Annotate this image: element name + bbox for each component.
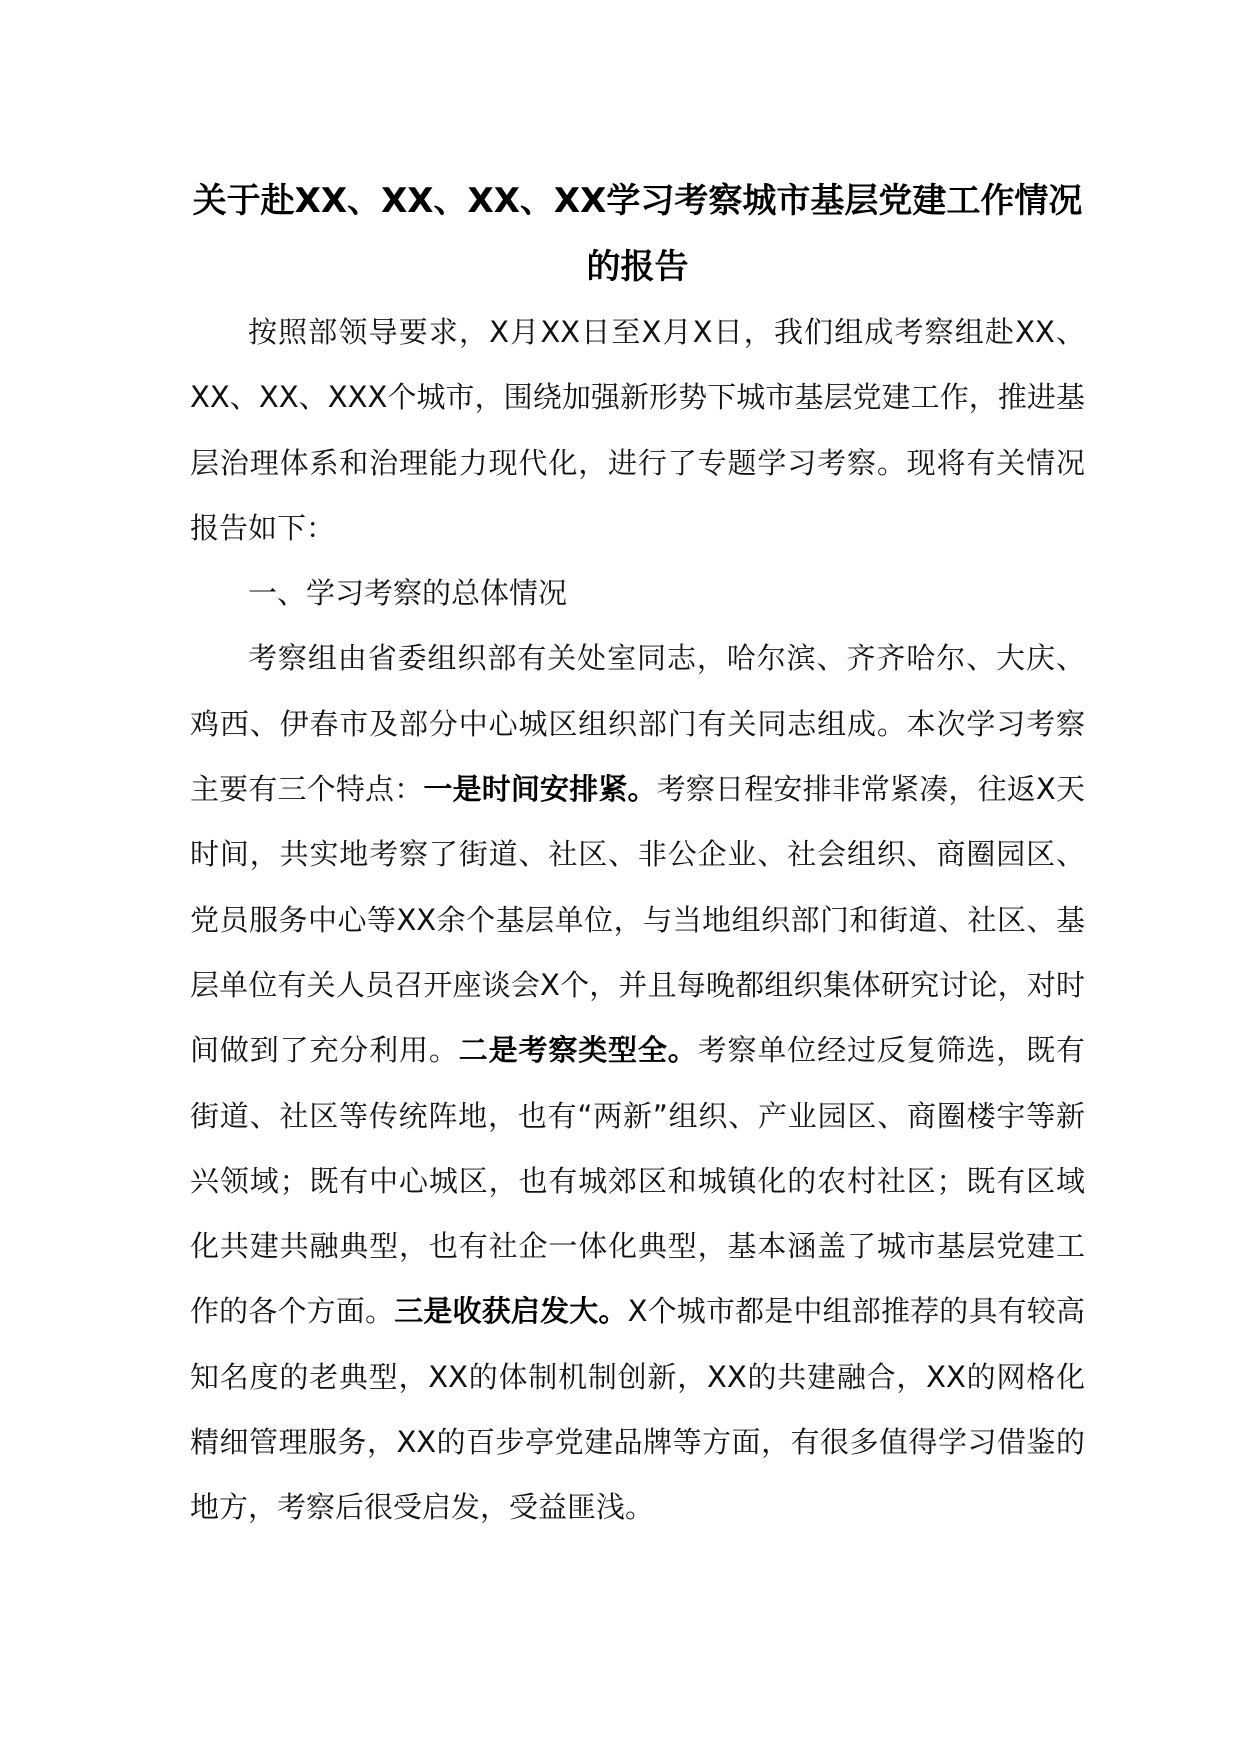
document-title: 关于赴XX、XX、XX、XX学习考察城市基层党建工作情况的报告 bbox=[192, 181, 1083, 287]
point-2-label: 二是考察类型全。 bbox=[458, 1033, 698, 1068]
section-1-text-part-2: 考察日程安排非常紧凑，往返X天时间，共实地考察了街道、社区、非公企业、社会组织、商圈园区、党员服务中心等XX余个基层单位，与当地组织部门和街道、社区、基层单位有关人员召开座谈会X个，并且每晚都组织集体研究讨论，对时间做到了充分利用。 bbox=[190, 772, 1085, 1068]
section-1-text-part-4: X个城市都是中组部推荐的具有较高知名度的老典型，XX的体制机制创新，XX的共建融合，XX的网格化精细管理服务，XX的百步亭党建品牌等方面，有很多值得学习借鉴的地方，考察后很受启发，受益匪浅。 bbox=[190, 1294, 1085, 1525]
point-3-label: 三是收获启发大。 bbox=[394, 1294, 628, 1329]
section-1-heading: 一、学习考察的总体情况 bbox=[248, 576, 568, 611]
section-1-text-part-3: 考察单位经过反复筛选，既有街道、社区等传统阵地，也有“两新”组织、产业园区、商圈楼宇等新兴领域；既有中心城区，也有城郊区和城镇化的农村社区；既有区域化共建共融典型，也有社企一体化典型，基本涵盖了城市基层党建工作的各个方面。 bbox=[190, 1033, 1085, 1329]
document-body bbox=[190, 168, 1085, 1541]
section-1-text-part-1: 考察组由省委组织部有关处室同志，哈尔滨、齐齐哈尔、大庆、鸡西、伊春市及部分中心城区组织部门有关同志组成。本次学习考察主要有三个特点： bbox=[190, 641, 1085, 807]
point-1-label: 一是时间安排紧。 bbox=[423, 772, 657, 807]
intro-paragraph: 按照部领导要求，X月XX日至X月X日，我们组成考察组赴XX、XX、XX、XXX个城市，围绕加强新形势下城市基层党建工作，推进基层治理体系和治理能力现代化，进行了专题学习考察。现将有关情况报告如下： bbox=[190, 315, 1085, 545]
section-1-paragraph bbox=[190, 626, 1085, 1540]
